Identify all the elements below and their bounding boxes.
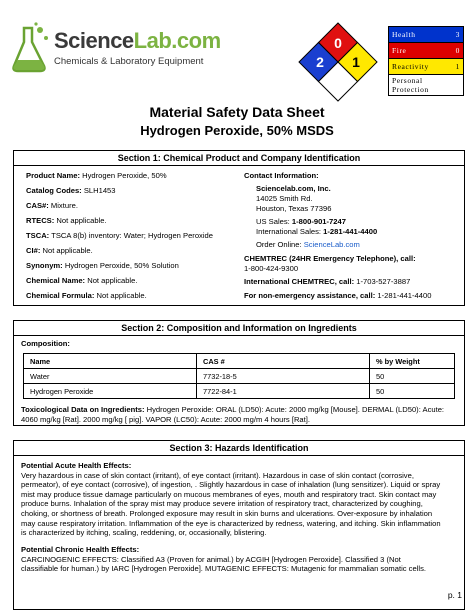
health-rating-row: Health 3 xyxy=(388,26,464,42)
section-1-header: Section 1: Chemical Product and Company Identification xyxy=(14,151,464,166)
international-sales: International Sales: 1-281-441-4400 xyxy=(256,227,378,236)
chemtrec-phone: 1-800-424-9300 xyxy=(244,264,299,273)
sciencelab-logo[interactable] xyxy=(10,22,221,82)
nfpa-reactivity: 1 xyxy=(352,54,360,70)
hazard-rating-table xyxy=(388,26,464,96)
catalog-codes-field: Catalog Codes: SLH1453 xyxy=(26,186,116,195)
address-line-2: Houston, Texas 77396 xyxy=(256,204,332,213)
table-row: Hydrogen Peroxide 7722-84-1 50 xyxy=(24,384,455,399)
page-number: p. 1 xyxy=(447,590,462,600)
chronic-health-effects: Potential Chronic Health Effects: CARCINOGENIC EFFECTS: Classified A3 (Proven for animal.) by ACGIH [Hydrogen Peroxide]. Classified 3 (Not classifiable for human.) by IARC [Hydrogen Peroxide]. MUTAGENIC EFFECTS: Mutagenic for mammalian somatic cells. xyxy=(21,545,426,574)
document-subtitle: Hydrogen Peroxide, 50% MSDS xyxy=(140,123,334,138)
international-chemtrec: International CHEMTREC, call: 1-703-527-3887 xyxy=(244,277,411,286)
tsca-field: TSCA: TSCA 8(b) inventory: Water; Hydrogen Peroxide xyxy=(26,231,213,240)
rtecs-field: RTECS: Not applicable. xyxy=(26,216,107,225)
toxicological-data: Toxicological Data on Ingredients: Hydrogen Peroxide: ORAL (LD50): Acute: 2000 mg/kg [Mouse]. DERMAL (LD50): Acute: 4060 mg/kg [Rat]. 2000 mg/kg [ pig]. VAPOR (LC50): Acute: 2000 mg/m 4 hours [Rat]. xyxy=(21,405,445,424)
section-3-hazards xyxy=(13,440,465,610)
brand-name: ScienceLab.com xyxy=(54,28,221,53)
fire-rating-row: Fire 0 xyxy=(388,42,464,58)
flask-icon xyxy=(10,22,52,74)
table-row: Water 7732-18-5 50 xyxy=(24,369,455,384)
brand-tagline: Chemicals & Laboratory Equipment xyxy=(54,56,204,67)
composition-table xyxy=(23,353,455,399)
acute-health-effects: Potential Acute Health Effects: Very hazardous in case of skin contact (irritant), of eye contact (irritant). Hazardous in case of skin contact (corrosive, permeator), of eye contact (corrosive), of ingestion, . Slightly hazardous in case of inhalation (lung sensitizer). Liquid or spray mist may produce tissue damage particularly on mucous membranes of eyes, mouth and respiratory tract. Skin contact may produce burns. Inhalation of the spray mist may produce severe irritation of respiratory tract, characterized by coughing, choking, or shortness of breath. Prolonged exposure may result in skin burns and ulcerations. Over-exposure by inhalation may cause respiratory irritation. Inflammation of the eye is characterized by redness, watering, and itching. Skin inflammation is characterized by itching, scaling, reddening, or, occasionally, blistering. xyxy=(21,461,441,538)
section-1-identification xyxy=(13,150,465,306)
chemical-formula-field: Chemical Formula: Not applicable. xyxy=(26,291,147,300)
chemtrec-label: CHEMTREC (24HR Emergency Telephone), call: xyxy=(244,254,416,263)
section-2-composition xyxy=(13,320,465,426)
contact-info-label: Contact Information: xyxy=(244,171,319,180)
synonym-field: Synonym: Hydrogen Peroxide, 50% Solution xyxy=(26,261,179,270)
product-name-field: Product Name: Hydrogen Peroxide, 50% xyxy=(26,171,167,180)
composition-label: Composition: xyxy=(21,339,70,348)
reactivity-rating-row: Reactivity 1 xyxy=(388,58,464,74)
table-header-row: Name CAS # % by Weight xyxy=(24,354,455,369)
cas-field: CAS#: Mixture. xyxy=(26,201,78,210)
nfpa-health: 2 xyxy=(316,54,324,70)
ci-field: CI#: Not applicable. xyxy=(26,246,93,255)
us-sales: US Sales: 1-800-901-7247 xyxy=(256,217,346,226)
company-name: Sciencelab.com, Inc. xyxy=(256,184,331,193)
nfpa-flammability: 0 xyxy=(334,35,342,51)
chemical-name-field: Chemical Name: Not applicable. xyxy=(26,276,138,285)
personal-protection-row: Personal Protection xyxy=(388,74,464,96)
section-2-header: Section 2: Composition and Information on Ingredients xyxy=(14,321,464,336)
nfpa-diamond xyxy=(298,22,378,102)
sciencelab-link[interactable]: ScienceLab.com xyxy=(303,240,360,249)
address-line-1: 14025 Smith Rd. xyxy=(256,194,313,203)
non-emergency-assistance: For non-emergency assistance, call: 1-281-441-4400 xyxy=(244,291,432,300)
section-3-header: Section 3: Hazards Identification xyxy=(14,441,464,456)
order-online: Order Online: ScienceLab.com xyxy=(256,240,360,249)
document-title: Material Safety Data Sheet xyxy=(149,104,325,120)
